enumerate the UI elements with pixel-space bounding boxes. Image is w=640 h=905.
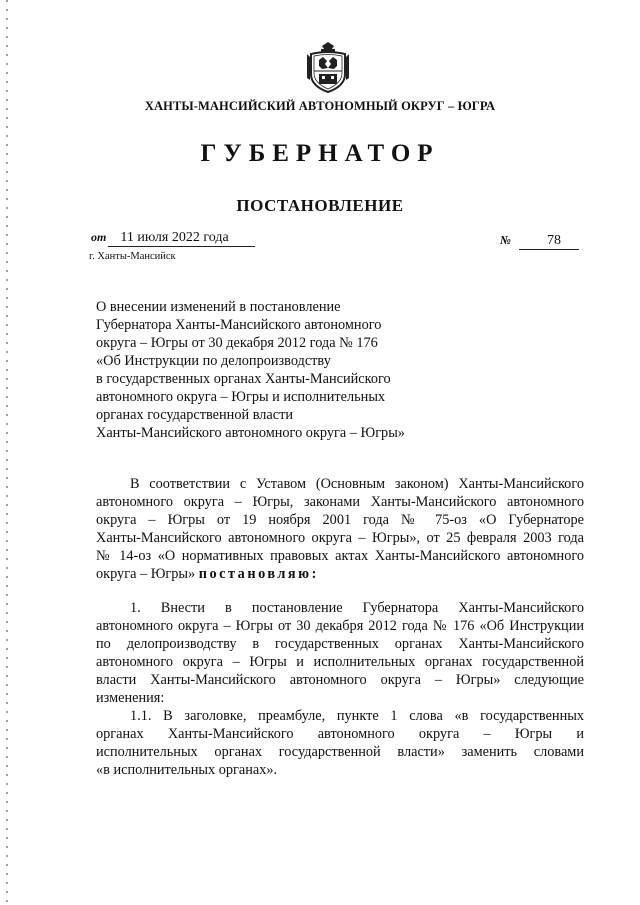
title-line: органах государственной власти <box>96 407 293 423</box>
binding-edge <box>6 0 8 905</box>
text-line: автономного округа – Югры от 30 декабря 2012 года № 176 «Об Инструкции <box>96 618 584 634</box>
number-value: 78 <box>519 233 579 250</box>
issue-city: г. Ханты-Мансийск <box>89 251 176 262</box>
text-line: № 14-оз «О нормативных правовых актах Ханты-Мансийского автономного <box>96 548 584 564</box>
date-value: 11 июля 2022 года <box>108 230 254 247</box>
text-line: власти Ханты-Мансийского автономного округа – Югры» следующие <box>96 672 584 688</box>
region-name: ХАНТЫ-МАНСИЙСКИЙ АВТОНОМНЫЙ ОКРУГ – ЮГРА <box>144 99 496 113</box>
title-line: в государственных органах Ханты-Мансийского <box>96 371 391 387</box>
text-line: автономного округа – Югры и исполнительных органах государственной <box>96 654 584 670</box>
text-line-final <box>96 565 584 583</box>
title-line: Губернатора Ханты-Мансийского автономного <box>96 317 382 333</box>
text-line: по делопроизводству в государственных органах Ханты-Мансийского <box>96 636 584 652</box>
text-line: В соответствии с Уставом (Основным законом) Ханты-Мансийского <box>130 476 584 492</box>
document-body <box>96 475 584 779</box>
coat-of-arms-icon <box>305 40 351 94</box>
document-number <box>500 233 579 250</box>
resolve-word: постановляю: <box>198 566 319 582</box>
text-fragment: округа – Югры» <box>96 566 196 582</box>
text-line: Ханты-Мансийского автономного округа – Югры», от 25 февраля 2003 года <box>96 530 584 546</box>
title-line: «Об Инструкции по делопроизводству <box>96 353 331 369</box>
title-line: О внесении изменений в постановление <box>96 299 341 315</box>
text-line: 1. Внести в постановление Губернатора Ханты-Мансийского <box>130 600 584 616</box>
text-line: исполнительных органах государственной власти» заменить словами <box>96 744 584 760</box>
text-line: автономного округа – Югры, законами Ханты-Мансийского автономного <box>96 494 584 510</box>
item-1-paragraph <box>96 599 584 707</box>
title-line: округа – Югры от 30 декабря 2012 года № 176 <box>96 335 378 351</box>
document-type: ПОСТАНОВЛЕНИЕ <box>236 196 404 215</box>
text-line: изменения: <box>96 690 165 706</box>
title-line: Ханты-Мансийского автономного округа – Югры» <box>96 425 405 441</box>
text-line: округа – Югры от 19 ноября 2001 года № 75-оз «О Губернаторе <box>96 512 584 528</box>
document-title <box>96 298 496 442</box>
text-line: «в исполнительных органах». <box>96 762 278 778</box>
item-1-1-paragraph <box>96 707 584 779</box>
title-line: автономного округа – Югры и исполнительных <box>96 389 386 405</box>
document-date <box>91 230 255 247</box>
authority-heading: ГУБЕРНАТОР <box>200 140 440 167</box>
date-prefix: от <box>91 230 107 244</box>
preamble-paragraph <box>96 475 584 583</box>
number-prefix: № <box>500 233 511 247</box>
text-line: 1.1. В заголовке, преамбуле, пункте 1 слова «в государственных <box>130 708 584 724</box>
text-line: органах Ханты-Мансийского автономного округа – Югры и <box>96 726 584 742</box>
